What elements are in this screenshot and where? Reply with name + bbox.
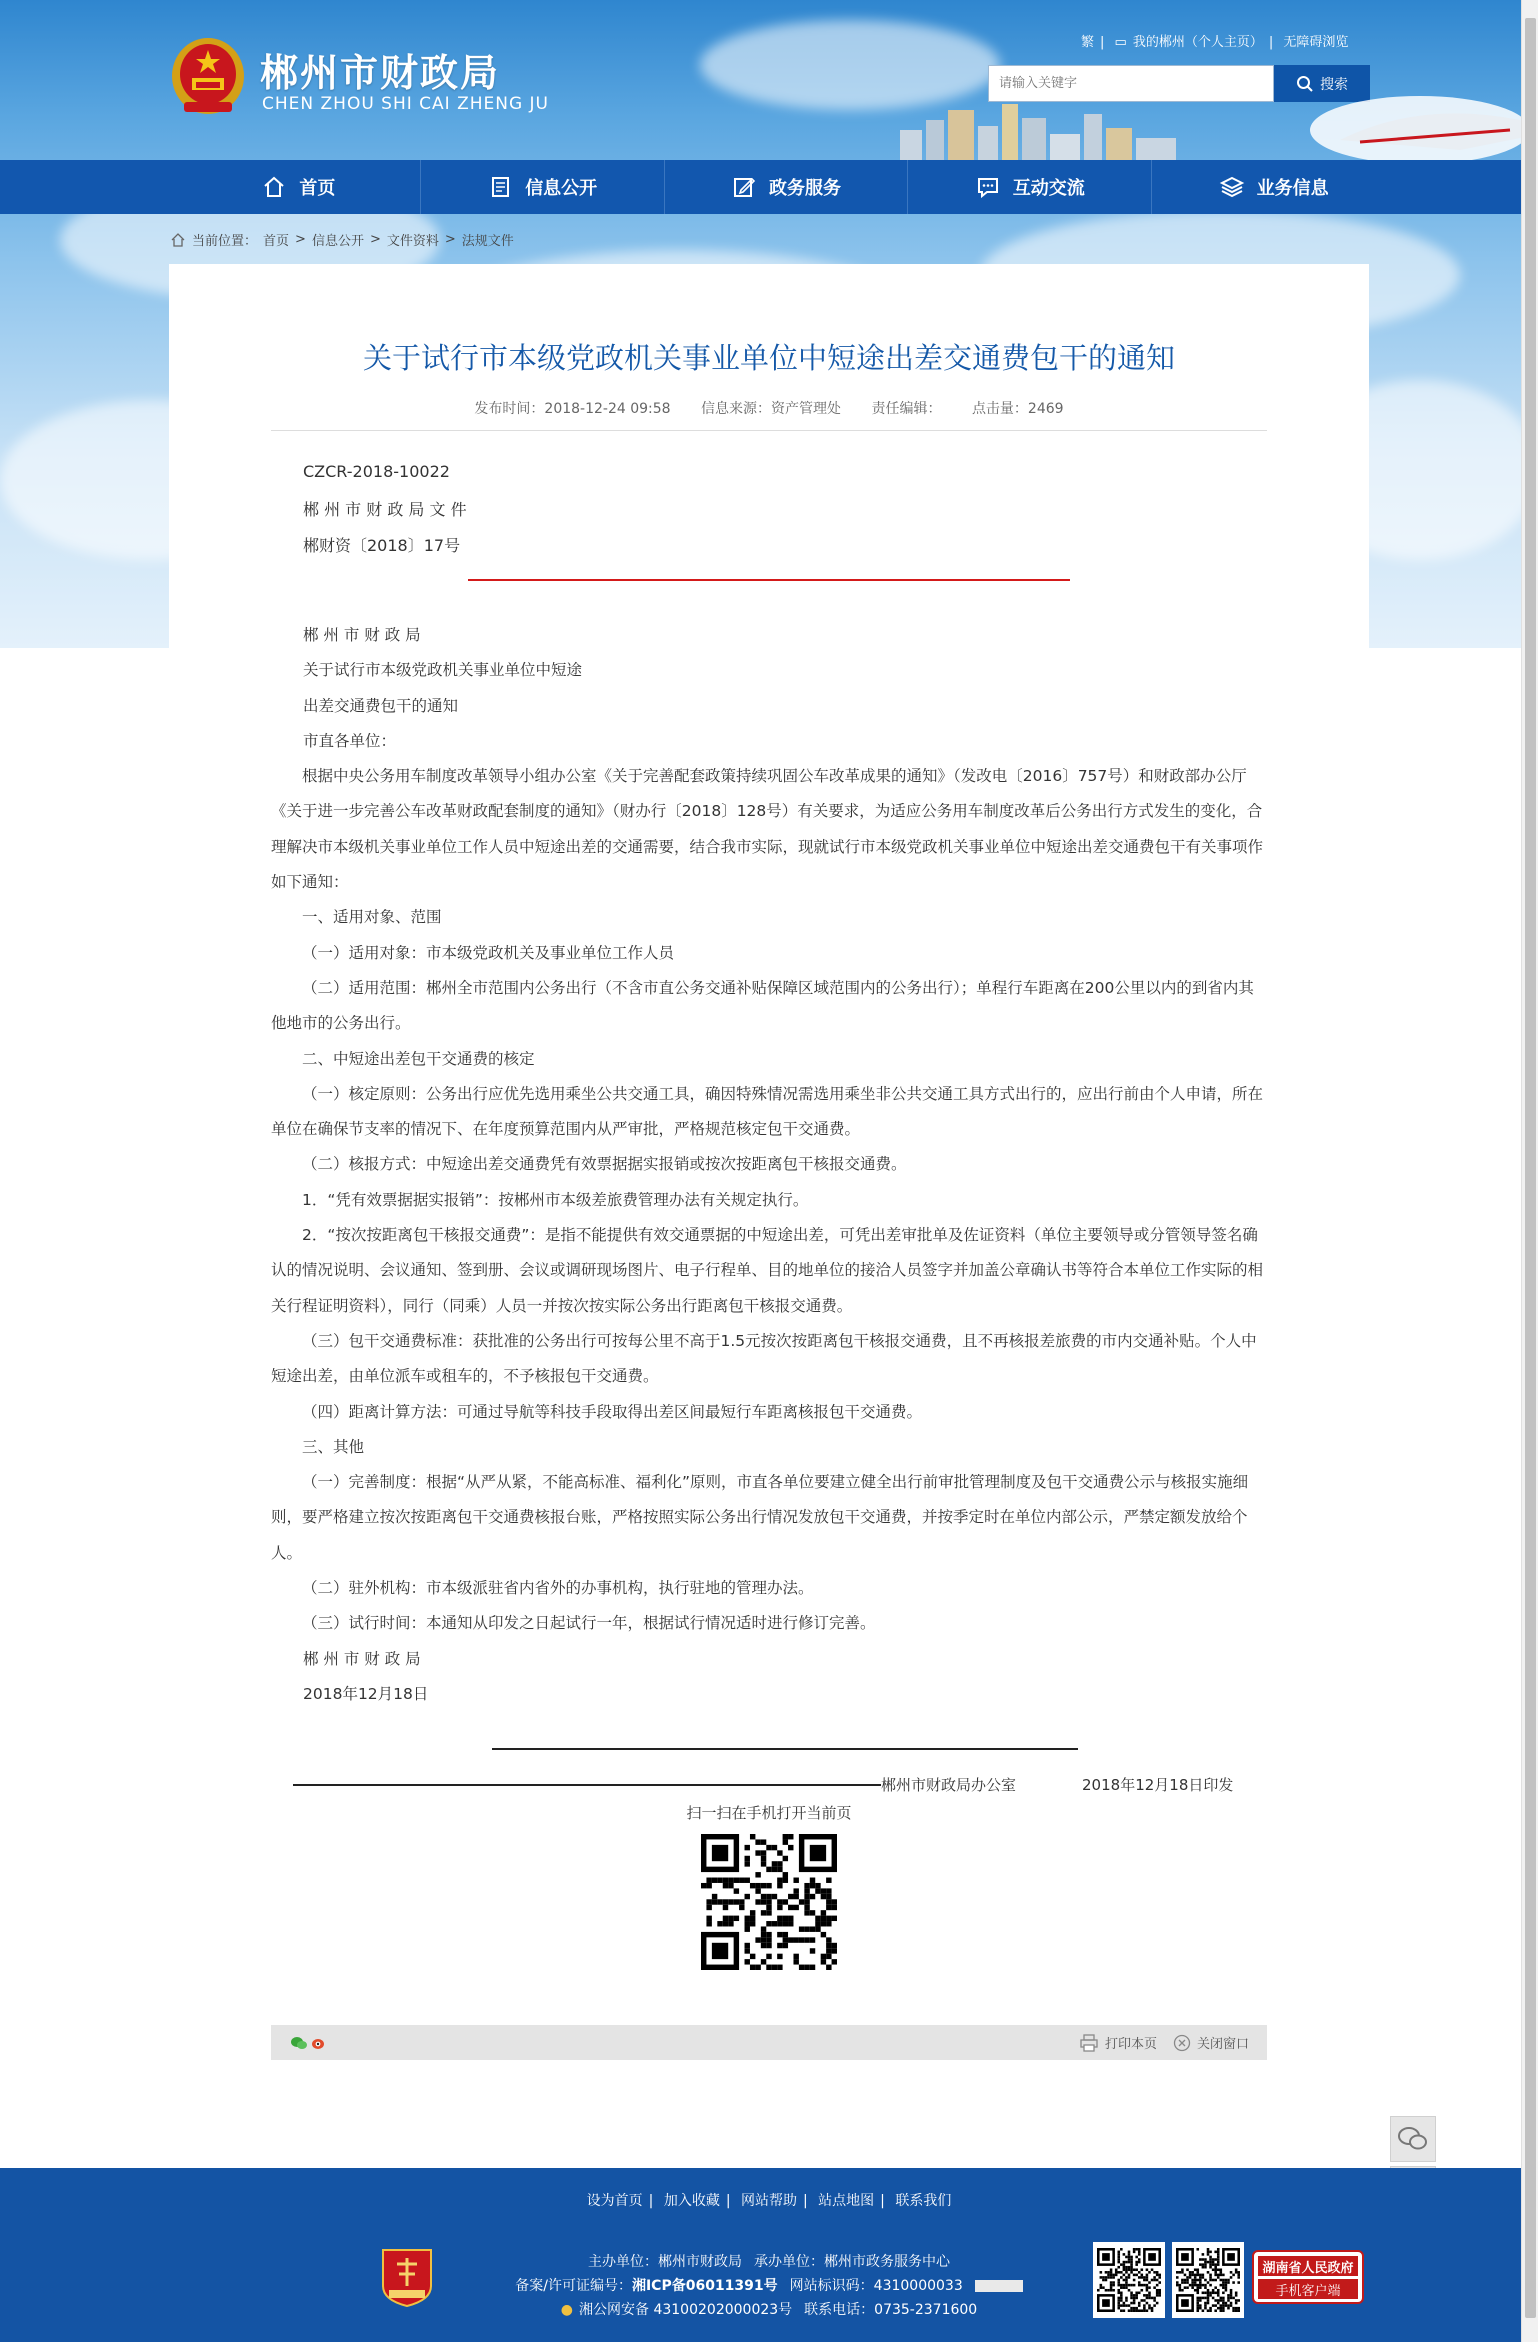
body-paragraph: 根据中央公务用车制度改革领导小组办公室《关于完善配套政策持续巩固公车改革成果的通知》（发改电〔2016〕757号）和财政部办公厅《关于进一步完善公车改革财政配套制度的通知》（财办行〔2018〕128号）有关要求，为适应公务用车制度改革后公务出行方式发生的变化，合理解决市本级机关事业单位工作人员中短途出差的交通需要，结合我市实际，现就试行市本级党政机关事业单位中短途出差交通费包干有关事项作如下通知： [271,767,1264,892]
nav-label: 信息公开 [525,178,598,199]
breadcrumb-info-disclosure[interactable]: 信息公开 [311,234,364,249]
host-unit: 主办单位：郴州市财政局 [588,2254,742,2270]
police-record[interactable]: 湘公网安备 43100202000023号 [579,2302,793,2318]
my-chenzhou-link[interactable]: 我的郴州（个人主页） [1132,35,1263,50]
contact-phone: 联系电话：0735-2371600 [804,2302,978,2318]
wechat-icon [1397,2125,1429,2153]
weibo-share-icon[interactable] [311,2036,327,2050]
accessibility-link[interactable]: 无障碍浏览 [1283,35,1349,50]
site-help-link[interactable]: 网站帮助 [741,2193,797,2209]
breadcrumb-regulations[interactable]: 法规文件 [461,234,514,249]
body-paragraph: 2018年12月18日 [303,1684,429,1703]
set-homepage-link[interactable]: 设为首页 [586,2193,643,2209]
article-title: 关于试行市本级党政机关事业单位中短途出差交通费包干的通知 [362,341,1175,375]
monitor-icon: ▭ [1114,35,1127,50]
contact-link[interactable]: 联系我们 [895,2193,952,2209]
red-header-rule [468,579,1070,581]
site-header [0,0,1538,160]
undertake-unit: 承办单位：郴州市政务服务中心 [754,2254,950,2270]
body-paragraph: 一、适用对象、范围 [302,908,442,927]
search-button-label: 搜索 [1320,76,1348,93]
nav-label: 首页 [299,178,336,199]
view-count: 点击量：2469 [971,401,1064,417]
article-meta [0,398,1538,418]
cnzz-badge[interactable] [975,2280,1023,2292]
footer-qr-code-1 [1093,2242,1165,2318]
footer-rule [492,1748,1078,1750]
body-paragraph: （四）距离计算方法：可通过导航等科技手段取得出差区间最短行车距离核报包干交通费。 [302,1402,923,1421]
nav-item-business-info[interactable] [1152,160,1395,214]
close-icon [1173,2034,1191,2052]
body-paragraph: 1．“凭有效票据据实报销”：按郴州市本级差旅费管理办法有关规定执行。 [302,1190,809,1209]
body-paragraph: 三、其他 [302,1437,365,1456]
divider [271,430,1267,431]
breadcrumb-documents[interactable]: 文件资料 [386,234,439,249]
imprint-office: 郴州市财政局办公室 [881,1776,1017,1794]
home-icon [261,174,287,200]
home-icon [170,232,186,248]
body-paragraph: （三）包干交通费标准：获批准的公务出行可按每公里不高于1.5元按次按距离包干核报交通费，且不再核报差旅费的市内交通补贴。个人中短途出差，由单位派车或租车的，不予核报包干交通费。 [271,1331,1257,1386]
nav-label: 政务服务 [768,178,841,199]
traditional-chinese-link[interactable]: 繁 [1081,35,1095,50]
publish-time: 发布时间：2018-12-24 09:58 [474,401,671,417]
breadcrumb-separator: > [444,232,456,247]
icp-label: 备案/许可证编号： [515,2278,632,2294]
info-source: 信息来源：资产管理处 [701,401,842,417]
sitemap-link[interactable]: 站点地图 [818,2193,875,2209]
body-paragraph: 关于试行市本级党政机关事业单位中短途 [303,661,583,680]
icp-link[interactable]: 湘ICP备06011391号 [631,2278,778,2294]
nav-label: 业务信息 [1256,178,1329,199]
nav-item-government-services[interactable] [665,160,909,214]
body-paragraph: 郴 州 市 财 政 局 [303,626,421,644]
printer-icon [1079,2034,1099,2052]
body-paragraph: （一）适用对象：市本级党政机关及事业单位工作人员 [302,943,675,962]
body-paragraph: （二）核报方式：中短途出差交通费凭有效票据据实报销或按次按距离包干核报交通费。 [302,1155,907,1174]
print-label: 打印本页 [1104,2037,1157,2052]
top-links: 繁 | ▭ 我的郴州（个人主页） | 无障碍浏览 [1081,35,1349,50]
body-paragraph: （一）核定原则：公务出行应优先选用乘坐公共交通工具，确因特殊情况需选用乘坐非公共交通工具方式出行的，应出行前由个人申请，所在单位在确保节支率的情况下、在年度预算范围内从严审批，严格规范核定包干交通费。 [271,1084,1264,1139]
vertical-scrollbar[interactable] [1521,0,1538,2342]
nav-label: 互动交流 [1012,178,1085,199]
nav-item-interaction[interactable] [908,160,1152,214]
body-paragraph: 出差交通费包干的通知 [303,696,459,715]
layers-icon [1219,174,1245,200]
mobile-client-label: 手机客户端 [1258,2279,1358,2299]
body-paragraph: （二）驻外机构：市本级派驻省内省外的办事机构，执行驻地的管理办法。 [302,1579,814,1598]
city-skyline-illustration [860,90,1538,160]
body-paragraph: 2．“按次按距离包干核报交通费”：是指不能提供有效交通票据的中短途出差，可凭出差审批单及佐证资料（单位主要领导或分管领导签名确认的情况说明、会议通知、签到册、会议或调研现场图片、电子行程单、目的地单位的接洽人员签字并加盖公章确认书等符合本单位工作实际的相关行程证明资料），同行（同乘）人员一并按次按实际公务出行距离包干核报交通费。 [271,1226,1264,1315]
body-paragraph: （三）试行时间：本通知从印发之日起试行一年，根据试行情况适时进行修订完善。 [302,1614,876,1633]
body-paragraph: 二、中短途出差包干交通费的核定 [302,1049,535,1068]
editor: 责任编辑： [871,401,942,417]
footer-qr-code-2 [1172,2242,1244,2318]
edit-icon [731,174,757,200]
breadcrumb-separator: > [369,232,381,247]
body-paragraph: 郴 州 市 财 政 局 [303,1649,421,1668]
qr-code-image [701,1834,837,1970]
qr-caption: 扫一扫在手机打开当前页 [686,1804,852,1822]
footer-links: 设为首页 | 加入收藏 | 网站帮助 | 站点地图 | 联系我们 [586,2193,952,2209]
breadcrumb-separator: > [295,232,306,247]
wechat-float-button[interactable] [1390,2116,1436,2162]
breadcrumb [170,230,514,249]
add-favorite-link[interactable]: 加入收藏 [663,2193,720,2209]
article-body [271,618,1267,1712]
main-nav [0,160,1538,214]
hunan-gov-app-badge[interactable] [1252,2250,1364,2304]
breadcrumb-home[interactable]: 首页 [263,234,290,249]
chat-icon [975,174,1001,200]
scrollbar-thumb[interactable] [1525,18,1536,2318]
hunan-gov-label: 湖南省人民政府 [1258,2256,1358,2276]
print-button[interactable] [1079,2033,1157,2052]
site-id: 网站标识码：4310000033 [789,2278,963,2294]
imprint-line [881,1774,1233,1795]
share-icons [291,2036,327,2050]
file-number: 郴财资〔2018〕17号 [303,536,461,555]
document-icon [487,174,513,200]
wechat-share-icon[interactable] [291,2036,307,2050]
breadcrumb-prefix: 当前位置： [192,234,258,249]
national-emblem-icon [170,36,246,120]
police-badge-icon: ● [560,2302,574,2318]
body-paragraph: （一）完善制度：根据“从严从紧，不能高标准、福利化”原则，市直各单位要建立健全出行前审批管理制度及包干交通费公示与核报实施细则，要严格建立按次按距离包干交通费核报台账，严格按照实际公务出行情况发放包干交通费，并按季定时在单位内部公示，严禁定额发放给个人。 [271,1473,1249,1562]
imprint-rule [293,1784,881,1786]
close-window-button[interactable] [1173,2033,1249,2052]
imprint-date: 2018年12月18日印发 [1082,1776,1234,1794]
article-toolbar [271,2025,1267,2060]
document-issuer: 郴 州 市 财 政 局 文 件 [303,500,467,519]
body-paragraph: 市直各单位： [303,731,397,750]
nav-item-info-disclosure[interactable] [421,160,665,214]
body-paragraph: （二）适用范围：郴州全市范围内公务出行（不含市直公务交通补贴保障区域范围内的公务出行）；单程行车距离在200公里以内的到省内其他地市的公务出行。 [271,978,1254,1033]
close-label: 关闭窗口 [1196,2037,1249,2052]
nav-item-home[interactable] [177,160,421,214]
site-subtitle: CHEN ZHOU SHI CAI ZHENG JU [262,94,550,114]
site-title: 郴州市财政局 [260,51,501,95]
document-number: CZCR-2018-10022 [303,462,450,481]
